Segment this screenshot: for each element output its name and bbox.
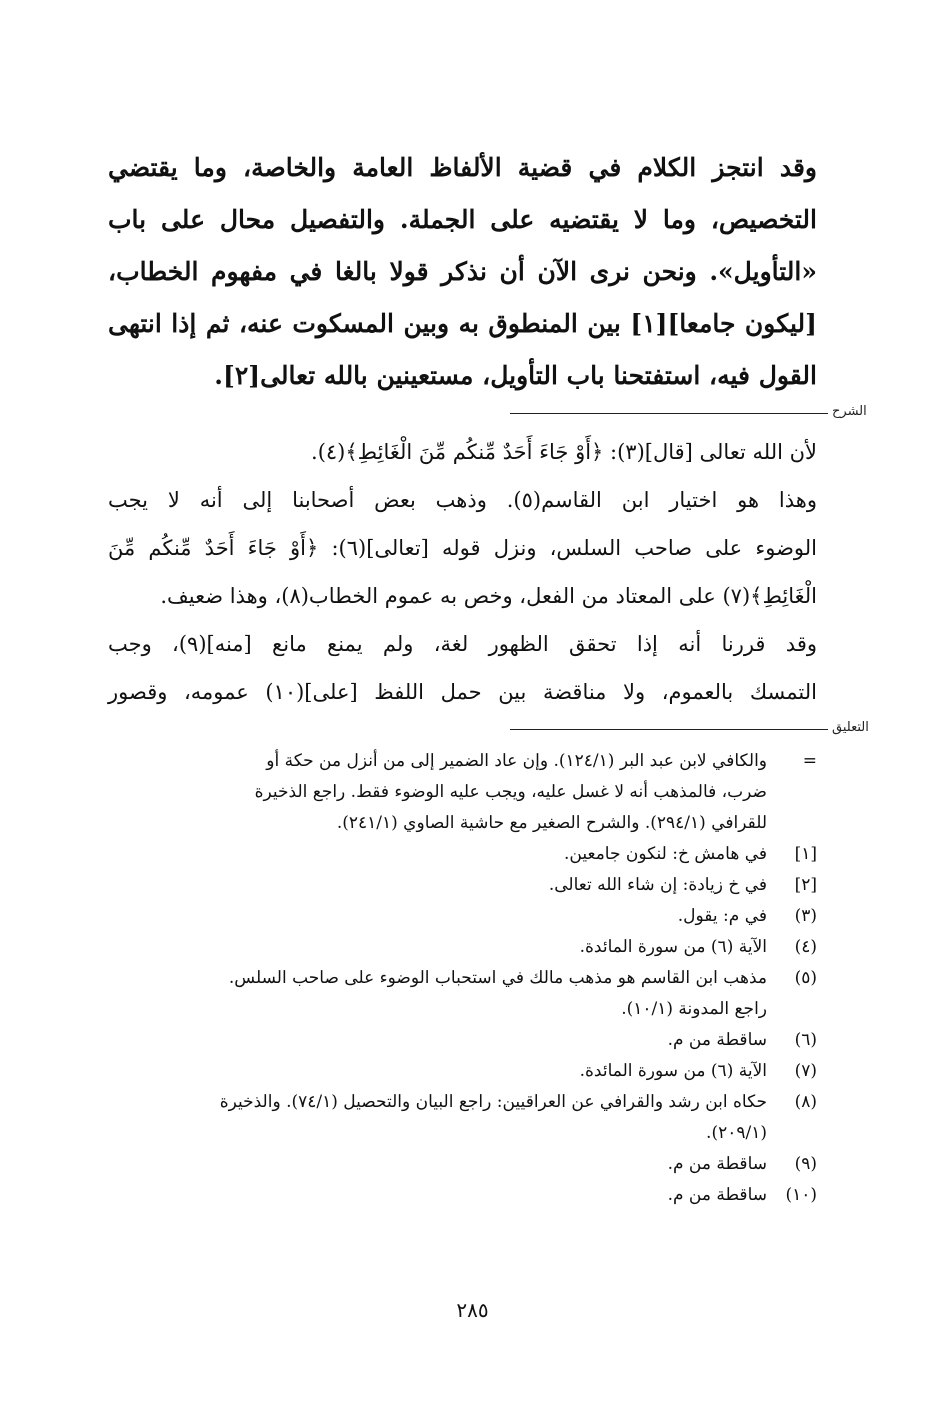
footnote xyxy=(108,901,817,932)
footnote-number: [١] xyxy=(794,844,817,864)
footnotes xyxy=(108,746,817,1211)
footnote-text: ضرب، فالمذهب أنه لا غسل عليه، ويجب عليه الوضوء فقط. راجع الذخيرة xyxy=(254,782,767,802)
footnote-number: (١٠) xyxy=(785,1185,817,1205)
footnote-text: مذهب ابن القاسم هو مذهب مالك في استحباب الوضوء على صاحب السلس. xyxy=(228,968,767,988)
taliq-divider xyxy=(510,729,828,730)
footnote-number: (٩) xyxy=(794,1154,817,1174)
footnote-number: (٨) xyxy=(794,1092,817,1112)
footnote-number: (٤) xyxy=(794,937,817,957)
main-text-line: «التأويل». ونحن نرى الآن أن نذكر قولا بالغا في مفهوم الخطاب، xyxy=(108,257,817,286)
footnote-text: الآية (٦) من سورة المائدة. xyxy=(579,1061,767,1081)
footnote xyxy=(108,1180,817,1211)
footnote-text: ساقطة من م. xyxy=(667,1154,767,1174)
footnote-text: (٢٠٩/١). xyxy=(706,1123,767,1143)
commentary-line: لأن الله تعالى [قال](٣): ﴿أَوْ جَاءَ أَحَدٌ مِّنكُم مِّنَ الْغَائِطِ﴾(٤). xyxy=(311,440,817,464)
footnote-text: في هامش خ: لنكون جامعين. xyxy=(564,844,767,864)
footnote-text: ساقطة من م. xyxy=(667,1030,767,1050)
footnote xyxy=(108,963,817,1025)
sharh-divider xyxy=(510,413,828,414)
commentary-line: التمسك بالعموم، ولا مناقضة بين حمل اللفظ [على](١٠) عمومه، وقصور xyxy=(108,680,817,704)
footnote-text: للقرافي (٢٩٤/١). والشرح الصغير مع حاشية الصاوي (٢٤١/١). xyxy=(336,813,767,833)
footnote-number: = xyxy=(802,751,817,771)
footnote-text: ساقطة من م. xyxy=(667,1185,767,1205)
main-text-line: وقد انتجز الكلام في قضية الألفاظ العامة والخاصة، وما يقتضي xyxy=(108,153,817,182)
footnote-text: في خ زيادة: إن شاء الله تعالى. xyxy=(548,875,767,895)
main-text xyxy=(108,142,817,402)
commentary-line: وقد قررنا أنه إذا تحقق الظهور لغة، ولم يمنع مانع [منه](٩)، وجب xyxy=(108,632,817,656)
footnote xyxy=(108,839,817,870)
footnote xyxy=(108,932,817,963)
sharh-label: الشرح xyxy=(832,404,867,419)
commentary-text xyxy=(108,428,817,716)
footnote xyxy=(108,870,817,901)
commentary-line: الوضوء على صاحب السلس، ونزل قوله [تعالى](٦): ﴿أَوْ جَاءَ أَحَدٌ مِّنكُم مِّنَ xyxy=(108,536,817,560)
main-text-line: التخصيص، وما لا يقتضيه على الجملة. والتفصيل محال على باب xyxy=(108,205,817,234)
footnote xyxy=(108,1087,817,1149)
page-number: ٢٨٥ xyxy=(456,1298,489,1322)
footnote-text: الآية (٦) من سورة المائدة. xyxy=(579,937,767,957)
commentary-line: الْغَائِطِ﴾(٧) على المعتاد من الفعل، وخص به عموم الخطاب(٨)، وهذا ضعيف. xyxy=(160,584,817,608)
main-text-line: [ليكون جامعا][١] بين المنطوق به وبين المسكوت عنه، ثم إذا انتهى xyxy=(108,309,817,338)
commentary-line: وهذا هو اختيار ابن القاسم(٥). وذهب بعض أصحابنا إلى أنه لا يجب xyxy=(108,488,817,512)
footnote-number: [٢] xyxy=(794,875,817,895)
footnote xyxy=(108,746,817,839)
footnote-text: حكاه ابن رشد والقرافي عن العراقيين: راجع البيان والتحصيل (٧٤/١). والذخيرة xyxy=(219,1092,767,1112)
footnote xyxy=(108,1025,817,1056)
footnote-number: (٧) xyxy=(794,1061,817,1081)
taliq-label: التعليق xyxy=(832,720,869,735)
footnote-text: راجع المدونة (١٠/١). xyxy=(621,999,767,1019)
main-text-line: القول فيه، استفتحنا باب التأويل، مستعينين بالله تعالى[٢]. xyxy=(214,361,817,390)
footnote xyxy=(108,1149,817,1180)
footnote-text: والكافي لابن عبد البر (١٢٤/١). وإن عاد الضمير إلى من أنزل من حكة أو xyxy=(266,751,767,771)
footnote-number: (٥) xyxy=(794,968,817,988)
footnote-text: في م: يقول. xyxy=(677,906,767,926)
footnote-number: (٦) xyxy=(794,1030,817,1050)
footnote xyxy=(108,1056,817,1087)
footnote-number: (٣) xyxy=(794,906,817,926)
